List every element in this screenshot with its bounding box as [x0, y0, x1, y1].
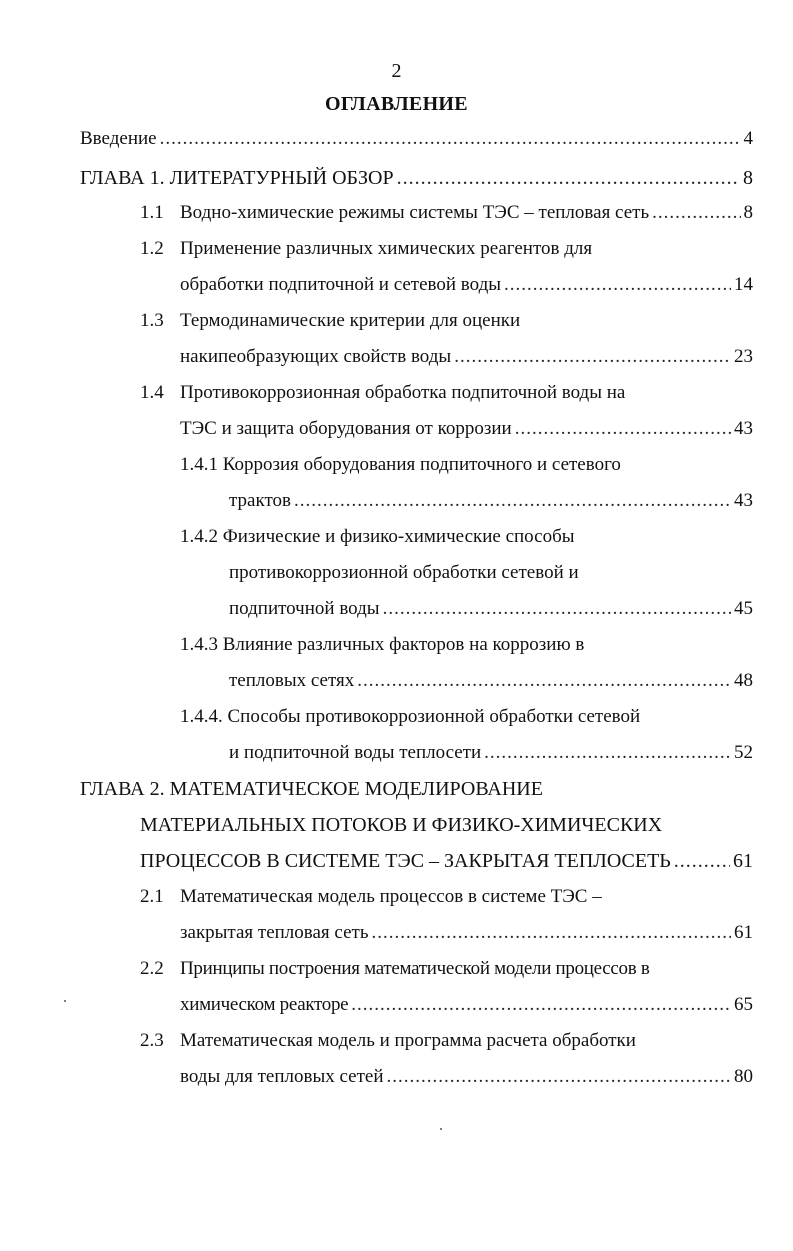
toc-subsection-1-4-2: [229, 596, 753, 622]
toc-entry-text: Способы противокоррозионной обработки сетевой: [227, 706, 641, 727]
toc-page-number: 52: [734, 742, 753, 763]
toc-page-number: 14: [734, 274, 753, 295]
dot-leader: [652, 200, 740, 226]
dot-leader: [294, 488, 731, 514]
toc-entry-text: подпиточной воды: [229, 598, 380, 619]
toc-entry-text: Влияние различных факторов на коррозию в: [222, 634, 585, 655]
toc-entry-text: закрытая тепловая сеть: [180, 922, 369, 943]
toc-subsection-1-4-3: [229, 668, 753, 694]
toc-section-number: 2.2: [140, 958, 164, 979]
dot-leader: [372, 920, 732, 946]
toc-subsection-1-4-1: [229, 488, 753, 514]
toc-page-number: 8: [743, 202, 753, 223]
toc-entry-line: Применение различных химических реагентов для: [180, 238, 593, 259]
toc-section-number: 1.4.4.: [180, 706, 223, 727]
toc-entry-line: Математическая модель и программа расчета обработки: [180, 1030, 636, 1051]
toc-section-1-4: [180, 416, 753, 442]
toc-chapter-2-line1: ГЛАВА 2. МАТЕМАТИЧЕСКОЕ МОДЕЛИРОВАНИЕ: [80, 778, 543, 800]
dot-leader: [357, 668, 731, 694]
dot-leader: [383, 596, 731, 622]
toc-entry-text: ТЭС и защита оборудования от коррозии: [180, 418, 512, 439]
toc-entry-line: Противокоррозионная обработка подпиточной воды на: [180, 382, 626, 403]
toc-page-number: 43: [734, 418, 753, 439]
toc-entry-line: Математическая модель процессов в системе ТЭС –: [180, 886, 602, 907]
toc-subsection-1-4-4: [229, 740, 753, 766]
toc-section-number: 1.4.3: [180, 634, 218, 655]
toc-page-number: 23: [734, 346, 753, 367]
toc-entry-text: Коррозия оборудования подпиточного и сетевого: [222, 454, 621, 475]
toc-entry-text: трактов: [229, 490, 291, 511]
toc-section-2-3: [180, 1064, 753, 1090]
toc-section-number: 2.3: [140, 1030, 164, 1051]
toc-subsection-1-4-1-line1: [180, 452, 621, 478]
dot-leader: [515, 416, 731, 442]
toc-entry-text: накипеобразующих свойств воды: [180, 346, 452, 367]
toc-subsection-1-4-2-line1: [180, 524, 575, 550]
toc-entry-text: Физические и физико-химические способы: [222, 526, 575, 547]
toc-section-1-1: [180, 200, 753, 226]
toc-page-number: 61: [734, 922, 753, 943]
toc-subsection-1-4-4-line1: [180, 704, 640, 730]
toc-section-number: 1.1: [140, 202, 164, 223]
toc-subsection-1-4-3-line1: [180, 632, 584, 658]
dot-leader: [387, 1064, 732, 1090]
dot-leader: [160, 126, 741, 152]
toc-entry-intro: [80, 126, 753, 152]
scan-speck: [440, 1128, 442, 1130]
scan-speck: [64, 1000, 66, 1002]
toc-entry-text: Введение: [80, 128, 157, 149]
toc-section-1-3: [180, 344, 753, 370]
toc-entry-text: воды для тепловых сетей: [180, 1066, 384, 1087]
dot-leader: [397, 165, 740, 191]
toc-section-2-2: [180, 992, 753, 1018]
dot-leader: [454, 344, 731, 370]
toc-title: ОГЛАВЛЕНИЕ: [325, 93, 468, 115]
toc-section-1-2: [180, 272, 753, 298]
dot-leader: [484, 740, 731, 766]
toc-entry-text: и подпиточной воды теплосети: [229, 742, 482, 763]
toc-page-number: 80: [734, 1066, 753, 1087]
toc-section-number: 1.4.1: [180, 454, 218, 475]
toc-page-number: 48: [734, 670, 753, 691]
toc-entry-text: Водно-химические режимы системы ТЭС – тепловая сеть: [180, 202, 650, 223]
toc-page-number: 45: [734, 598, 753, 619]
toc-chapter-title: ГЛАВА 1. ЛИТЕРАТУРНЫЙ ОБЗОР: [80, 167, 394, 189]
dot-leader: [674, 848, 730, 874]
dot-leader: [504, 272, 731, 298]
toc-entry-line: Термодинамические критерии для оценки: [180, 310, 521, 331]
toc-page-number: 61: [733, 850, 753, 872]
toc-section-number: 1.4.2: [180, 526, 218, 547]
toc-chapter-1: [80, 165, 753, 191]
toc-section-2-1: [180, 920, 753, 946]
toc-entry-text: обработки подпиточной и сетевой воды: [180, 274, 502, 295]
toc-page-number: 65: [734, 994, 753, 1015]
toc-chapter-title: ПРОЦЕССОВ В СИСТЕМЕ ТЭС – ЗАКРЫТАЯ ТЕПЛОСЕТЬ: [140, 850, 671, 872]
toc-page-number: 4: [743, 128, 753, 149]
toc-section-number: 1.3: [140, 310, 164, 331]
toc-chapter-2: [140, 848, 753, 874]
toc-entry-text: тепловых сетях: [229, 670, 355, 691]
toc-entry-text: химическом реакторе: [180, 994, 349, 1015]
toc-section-number: 1.4: [140, 382, 164, 403]
toc-section-number: 1.2: [140, 238, 164, 259]
toc-section-number: 2.1: [140, 886, 164, 907]
page-number: 2: [391, 60, 402, 82]
toc-entry-line: Принципы построения математической модели процессов в: [180, 958, 650, 979]
toc-entry-line: противокоррозионной обработки сетевой и: [229, 562, 579, 583]
dot-leader: [351, 992, 731, 1018]
toc-page-number: 43: [734, 490, 753, 511]
toc-page-number: 8: [743, 167, 753, 189]
toc-chapter-2-line2: МАТЕРИАЛЬНЫХ ПОТОКОВ И ФИЗИКО-ХИМИЧЕСКИХ: [140, 814, 663, 836]
